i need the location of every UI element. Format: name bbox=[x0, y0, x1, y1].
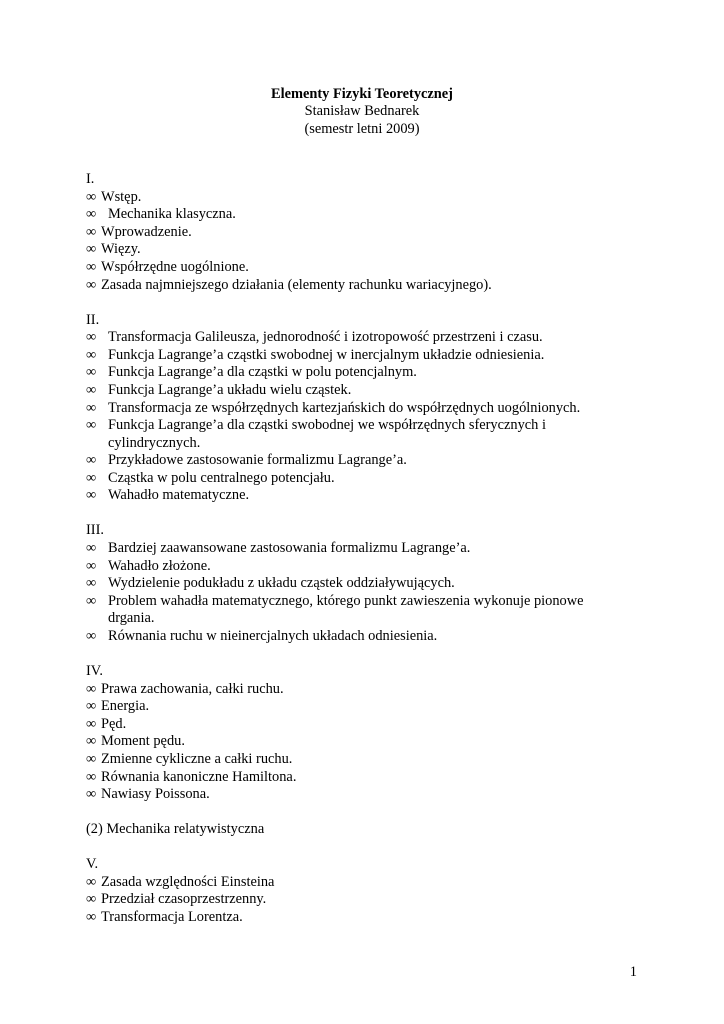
document-header bbox=[0, 86, 724, 138]
list-item: ∞ Wahadło złożone. bbox=[86, 557, 211, 574]
term-note: (semestr letni 2009) bbox=[304, 120, 420, 137]
infinity-bullet-icon: ∞ bbox=[86, 206, 97, 223]
list-item: ∞ Funkcja Lagrange’a cząstki swobodnej w inercjalnym układzie odniesienia. bbox=[86, 346, 545, 363]
infinity-bullet-icon: ∞ bbox=[86, 715, 97, 732]
infinity-bullet-icon: ∞ bbox=[86, 768, 97, 785]
list-item: ∞ Nawiasy Poissona. bbox=[86, 786, 210, 803]
list-item: ∞ Zmienne cykliczne a całki ruchu. bbox=[86, 750, 293, 767]
list-item: ∞ Równania kanoniczne Hamiltona. bbox=[86, 768, 297, 785]
list-item: ∞ Mechanika klasyczna. bbox=[86, 206, 236, 223]
section-heading: I. bbox=[86, 171, 95, 187]
list-item: ∞ Równania ruchu w nieinercjalnych układach odniesienia. bbox=[86, 628, 438, 645]
infinity-bullet-icon: ∞ bbox=[86, 364, 97, 381]
list-item: ∞ Wahadło matematyczne. bbox=[86, 487, 250, 504]
list-item: ∞ Pęd. bbox=[86, 715, 127, 732]
infinity-bullet-icon: ∞ bbox=[86, 873, 97, 890]
infinity-bullet-icon: ∞ bbox=[86, 698, 97, 715]
list-item: ∞ Zasada najmniejszego działania (elementy rachunku wariacyjnego). bbox=[86, 276, 492, 293]
infinity-bullet-icon: ∞ bbox=[86, 680, 97, 697]
infinity-bullet-icon: ∞ bbox=[86, 733, 97, 750]
list-item: ∞ Prawa zachowania, całki ruchu. bbox=[86, 680, 284, 697]
infinity-bullet-icon: ∞ bbox=[86, 223, 97, 240]
list-item: ∞ Współrzędne uogólnione. bbox=[86, 258, 249, 275]
section-i bbox=[86, 171, 626, 294]
page-number: 1 bbox=[629, 964, 637, 980]
list-item: ∞ Problem wahadła matematycznego, którego punkt zawieszenia wykonuje pionowe drgania. bbox=[86, 592, 584, 627]
list-item: ∞ Transformacja Galileusza, jednorodność i izotropowość przestrzeni i czasu. bbox=[86, 329, 543, 346]
section-iii bbox=[86, 522, 626, 645]
infinity-bullet-icon: ∞ bbox=[86, 399, 97, 416]
infinity-bullet-icon: ∞ bbox=[86, 258, 97, 275]
document-title: Elementy Fizyki Teoretycznej bbox=[271, 86, 453, 102]
syllabus-content bbox=[86, 171, 626, 944]
infinity-bullet-icon: ∞ bbox=[86, 487, 97, 504]
section-heading: V. bbox=[86, 856, 99, 873]
section-heading: III. bbox=[86, 522, 104, 539]
list-item: ∞ Moment pędu. bbox=[86, 733, 185, 750]
infinity-bullet-icon: ∞ bbox=[86, 276, 97, 293]
list-item: ∞ Funkcja Lagrange’a dla cząstki swobodnej we współrzędnych sferycznych i cylindrycznych. bbox=[86, 417, 546, 451]
list-item: ∞ Bardziej zaawansowane zastosowania formalizmu Lagrange’a. bbox=[86, 540, 471, 557]
section-heading: IV. bbox=[86, 663, 103, 680]
infinity-bullet-icon: ∞ bbox=[86, 469, 97, 486]
infinity-bullet-icon: ∞ bbox=[86, 381, 97, 398]
infinity-bullet-icon: ∞ bbox=[86, 786, 97, 803]
part-heading: (2) Mechanika relatywistyczna bbox=[86, 821, 265, 838]
list-item: ∞ Wydzielenie podukładu z układu cząstek oddziaływujących. bbox=[86, 575, 455, 592]
infinity-bullet-icon: ∞ bbox=[86, 628, 97, 645]
infinity-bullet-icon: ∞ bbox=[86, 908, 97, 925]
list-item: ∞ Przedział czasoprzestrzenny. bbox=[86, 891, 267, 908]
list-item: ∞ Wprowadzenie. bbox=[86, 223, 192, 240]
list-item: ∞ Cząstka w polu centralnego potencjału. bbox=[86, 469, 335, 486]
infinity-bullet-icon: ∞ bbox=[86, 750, 97, 767]
infinity-bullet-icon: ∞ bbox=[86, 329, 97, 346]
list-item: ∞ Funkcja Lagrange’a układu wielu cząstek. bbox=[86, 381, 352, 398]
section-iv bbox=[86, 663, 626, 804]
list-item: ∞ Transformacja Lorentza. bbox=[86, 908, 243, 925]
list-item: ∞ Więzy. bbox=[86, 241, 141, 258]
list-item: ∞ Transformacja ze współrzędnych kartezjańskich do współrzędnych uogólnionych. bbox=[86, 399, 581, 416]
infinity-bullet-icon: ∞ bbox=[86, 346, 97, 363]
list-item: ∞ Zasada względności Einsteina bbox=[86, 873, 275, 890]
section-v bbox=[86, 856, 626, 926]
infinity-bullet-icon: ∞ bbox=[86, 540, 97, 557]
infinity-bullet-icon: ∞ bbox=[86, 592, 97, 609]
infinity-bullet-icon: ∞ bbox=[86, 241, 97, 258]
infinity-bullet-icon: ∞ bbox=[86, 452, 97, 469]
list-item: ∞ Funkcja Lagrange’a dla cząstki w polu potencjalnym. bbox=[86, 364, 417, 381]
author-name: Stanisław Bednarek bbox=[304, 103, 420, 120]
section-ii bbox=[86, 312, 626, 506]
infinity-bullet-icon: ∞ bbox=[86, 557, 97, 574]
list-item: ∞ Przykładowe zastosowanie formalizmu Lagrange’a. bbox=[86, 452, 407, 469]
infinity-bullet-icon: ∞ bbox=[86, 417, 97, 434]
infinity-bullet-icon: ∞ bbox=[86, 891, 97, 908]
infinity-bullet-icon: ∞ bbox=[86, 575, 97, 592]
list-item: ∞ Wstęp. bbox=[86, 188, 142, 205]
list-item: ∞ Energia. bbox=[86, 698, 150, 715]
section-heading: II. bbox=[86, 311, 100, 328]
infinity-bullet-icon: ∞ bbox=[86, 188, 97, 205]
